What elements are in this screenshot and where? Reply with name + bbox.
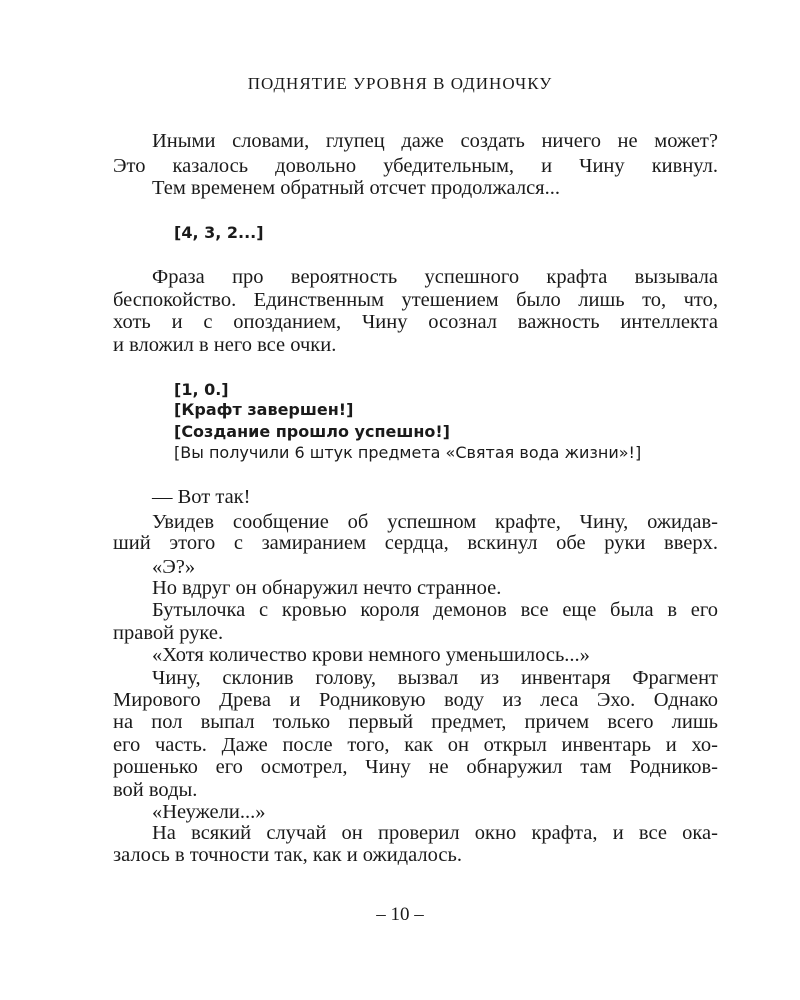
text-line: Увидев сообщение об успешном крафте, Чину, ожидав- <box>152 511 718 533</box>
text-line: Тем временем обратный отсчет продолжался... <box>152 177 560 199</box>
text-line: залось в точности так, как и ожидалось. <box>113 844 462 866</box>
text-line: «Э?» <box>152 556 196 578</box>
text-line: на пол выпал только первый предмет, причем всего лишь <box>113 711 718 733</box>
running-header: ПОДНЯТИЕ УРОВНЯ В ОДИНОЧКУ <box>247 74 553 93</box>
text-line: и вложил в него все очки. <box>113 334 337 356</box>
text-line: правой руке. <box>113 622 224 644</box>
text-line: «Хотя количество крови немного уменьшилось...» <box>152 644 590 666</box>
text-line: «Неужели...» <box>152 801 266 823</box>
system-message: [1, 0.] <box>174 380 229 399</box>
text-line: хоть и с опозданием, Чину осознал важность интеллекта <box>113 311 718 333</box>
text-line: На всякий случай он проверил окно крафта, и все ока- <box>152 822 718 844</box>
system-message: [Крафт завершен!] <box>174 400 354 419</box>
text-line: вой воды. <box>113 779 198 801</box>
text-line: беспокойство. Единственным утешением было лишь то, что, <box>113 289 718 311</box>
system-message: [4, 3, 2...] <box>174 223 264 242</box>
text-line: Фраза про вероятность успешного крафта вызывала <box>152 266 718 288</box>
text-line: Мирового Древа и Родниковую воду из леса Эхо. Однако <box>113 689 718 711</box>
system-message: [Вы получили 6 штук предмета «Святая вода жизни»!] <box>174 443 642 462</box>
text-line: — Вот так! <box>152 486 251 508</box>
system-message: [Создание прошло успешно!] <box>174 422 450 441</box>
text-line: Иными словами, глупец даже создать ничего не может? <box>152 130 718 152</box>
text-line: ший этого с замиранием сердца, вскинул обе руки вверх. <box>113 532 718 554</box>
text-line: рошенько его осмотрел, Чину не обнаружил там Родников- <box>113 756 718 778</box>
text-line: Бутылочка с кровью короля демонов все еще была в его <box>152 599 718 621</box>
text-line: Но вдруг он обнаружил нечто странное. <box>152 577 502 599</box>
text-line: Это казалось довольно убедительным, и Чину кивнул. <box>113 155 718 177</box>
page-number: – 10 – <box>376 904 424 925</box>
text-line: Чину, склонив голову, вызвал из инвентаря Фрагмент <box>152 667 718 689</box>
text-line: его часть. Даже после того, как он открыл инвентарь и хо- <box>113 734 718 756</box>
